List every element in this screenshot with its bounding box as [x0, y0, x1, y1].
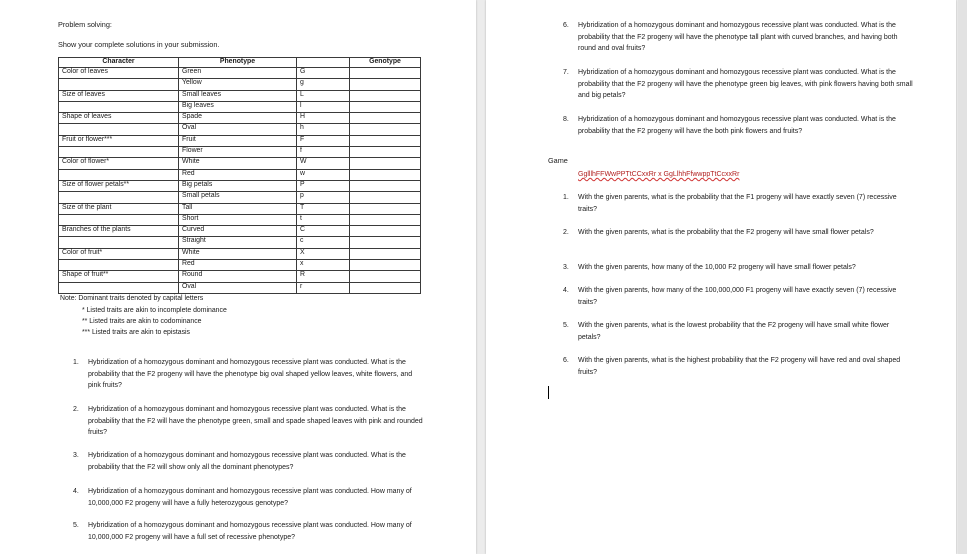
cell-character: Branches of the plants: [59, 226, 179, 237]
cell-character: [59, 101, 179, 112]
cell-phenotype: Green: [179, 68, 297, 79]
cell-character: [59, 147, 179, 158]
cell-blank: [350, 113, 421, 124]
cell-character: Size of leaves: [59, 90, 179, 101]
question-text: With the given parents, how many of the 10,000 F2 progeny will have small flower petals?: [578, 264, 856, 271]
cell-genotype: f: [297, 147, 350, 158]
vertical-scrollbar[interactable]: [958, 0, 967, 554]
cell-genotype: T: [297, 203, 350, 214]
cell-character: Shape of leaves: [59, 113, 179, 124]
cell-character: Size of flower petals**: [59, 180, 179, 191]
cell-blank: [350, 260, 421, 271]
cell-character: [59, 237, 179, 248]
question-text: Hybridization of a homozygous dominant and homozygous recessive plant was conducted. What is the probability that the F2 progeny will have the phenotype tall plant with curved branches, and having both round and oval fruits?: [578, 22, 898, 52]
table-row: [59, 101, 421, 112]
cell-character: [59, 214, 179, 225]
cell-blank: [350, 237, 421, 248]
table-row: [59, 79, 421, 90]
question-number: 6.: [563, 22, 569, 29]
question-number: 8.: [563, 116, 569, 123]
question-text: Hybridization of a homozygous dominant and homozygous recessive plant was conducted. What is the probability that the F2 progeny will have the both pink flowers and fruits?: [578, 116, 896, 135]
question-number: 2.: [73, 406, 79, 413]
cell-blank: [350, 68, 421, 79]
cell-character: Size of the plant: [59, 203, 179, 214]
question-number: 5.: [73, 522, 79, 529]
table-row: [59, 68, 421, 79]
cell-genotype: R: [297, 271, 350, 282]
note-title: Note: Dominant traits denoted by capital letters: [60, 295, 204, 302]
note-item: * Listed traits are akin to incomplete dominance: [82, 307, 227, 314]
cell-genotype: h: [297, 124, 350, 135]
cell-character: Color of flower*: [59, 158, 179, 169]
cell-phenotype: Yellow: [179, 79, 297, 90]
cell-genotype: C: [297, 226, 350, 237]
cell-character: [59, 124, 179, 135]
table-row: [59, 226, 421, 237]
cell-blank: [350, 180, 421, 191]
cell-genotype: X: [297, 248, 350, 259]
question-text: Hybridization of a homozygous dominant and homozygous recessive plant was conducted. What is the probability that the F2 will show only all the dominant phenotypes?: [88, 452, 406, 471]
cell-genotype: L: [297, 90, 350, 101]
cell-blank: [350, 169, 421, 180]
question-number: 1.: [563, 194, 569, 201]
cell-genotype: t: [297, 214, 350, 225]
question-number: 3.: [563, 264, 569, 271]
cell-blank: [350, 135, 421, 146]
cell-genotype: x: [297, 260, 350, 271]
cell-character: Color of fruit*: [59, 248, 179, 259]
cell-phenotype: White: [179, 158, 297, 169]
header-character: Character: [59, 58, 179, 68]
cell-phenotype: Oval: [179, 124, 297, 135]
cell-blank: [350, 282, 421, 293]
table-row: [59, 124, 421, 135]
cell-genotype: w: [297, 169, 350, 180]
cell-character: [59, 169, 179, 180]
question-number: 6.: [563, 357, 569, 364]
cell-blank: [350, 203, 421, 214]
question-text: Hybridization of a homozygous dominant and homozygous recessive plant was conducted. What is the probability that the F2 will have the phenotype green, small and spade shaped leaves with pink and rounded fruits?: [88, 406, 423, 436]
cell-blank: [350, 214, 421, 225]
cell-phenotype: Curved: [179, 226, 297, 237]
cell-phenotype: Red: [179, 260, 297, 271]
traits-table: [58, 57, 421, 294]
cell-character: Color of leaves: [59, 68, 179, 79]
table-row: [59, 260, 421, 271]
cell-phenotype: Red: [179, 169, 297, 180]
cell-character: [59, 79, 179, 90]
note-item: *** Listed traits are akin to epistasis: [82, 329, 191, 336]
cell-blank: [350, 90, 421, 101]
table-row: [59, 203, 421, 214]
question-text: Hybridization of a homozygous dominant and homozygous recessive plant was conducted. How many of 10,000,000 F2 progeny will have a fully heterozygous genotype?: [88, 488, 412, 507]
cell-character: [59, 192, 179, 203]
cell-blank: [350, 124, 421, 135]
cell-genotype: c: [297, 237, 350, 248]
cell-blank: [350, 271, 421, 282]
parental-cross: GglllhFFWwPPTtCCxxRr x GgLlhhFfwwppTtCcxxRr: [578, 171, 740, 178]
document-page-right[interactable]: [486, 0, 956, 554]
table-row: [59, 169, 421, 180]
cell-phenotype: Oval: [179, 282, 297, 293]
cell-phenotype: Round: [179, 271, 297, 282]
cell-genotype: G: [297, 68, 350, 79]
question-number: 7.: [563, 69, 569, 76]
cell-genotype: g: [297, 79, 350, 90]
question-number: 2.: [563, 229, 569, 236]
table-header-row: [59, 58, 421, 68]
cell-phenotype: Big leaves: [179, 101, 297, 112]
instruction-text: Show your complete solutions in your submission.: [58, 40, 220, 49]
cell-character: [59, 282, 179, 293]
question-text: Hybridization of a homozygous dominant and homozygous recessive plant was conducted. What is the probability that the F2 progeny will have the phenotype green big leaves, with pink flowers having both small and big petals?: [578, 69, 913, 99]
table-row: [59, 113, 421, 124]
table-row: [59, 192, 421, 203]
text-cursor: [548, 386, 549, 399]
cell-character: Fruit or flower***: [59, 135, 179, 146]
header-blank: [297, 58, 350, 68]
cell-phenotype: Short: [179, 214, 297, 225]
question-text: Hybridization of a homozygous dominant and homozygous recessive plant was conducted. What is the probability that the F2 progeny will have the phenotype big oval shaped yellow leaves, white flowers, and pink fruits?: [88, 359, 413, 389]
table-row: [59, 237, 421, 248]
question-number: 4.: [563, 287, 569, 294]
game-heading: Game: [548, 156, 568, 165]
cell-character: Shape of fruit**: [59, 271, 179, 282]
cell-genotype: F: [297, 135, 350, 146]
cell-phenotype: Tall: [179, 203, 297, 214]
table-row: [59, 147, 421, 158]
document-page-left[interactable]: [0, 0, 476, 554]
question-text: With the given parents, what is the probability that the F2 progeny will have small flower petals?: [578, 229, 874, 236]
cell-genotype: l: [297, 101, 350, 112]
question-text: Hybridization of a homozygous dominant and homozygous recessive plant was conducted. How many of 10,000,000 F2 progeny will have a full set of recessive phenotype?: [88, 522, 412, 541]
header-genotype: Genotype: [350, 58, 421, 68]
cell-blank: [350, 192, 421, 203]
header-phenotype: Phenotype: [179, 58, 297, 68]
cell-phenotype: Small leaves: [179, 90, 297, 101]
table-row: [59, 271, 421, 282]
question-text: With the given parents, what is the highest probability that the F2 progeny will have red and oval shaped fruits?: [578, 357, 901, 376]
cell-blank: [350, 101, 421, 112]
question-text: With the given parents, what is the lowest probability that the F2 progeny will have small white flower petals?: [578, 322, 890, 341]
table-row: [59, 158, 421, 169]
table-row: [59, 282, 421, 293]
cell-genotype: P: [297, 180, 350, 191]
cell-genotype: r: [297, 282, 350, 293]
question-number: 1.: [73, 359, 79, 366]
cell-blank: [350, 147, 421, 158]
cell-genotype: p: [297, 192, 350, 203]
table-row: [59, 180, 421, 191]
table-row: [59, 214, 421, 225]
cell-phenotype: Small petals: [179, 192, 297, 203]
question-number: 5.: [563, 322, 569, 329]
cell-character: [59, 260, 179, 271]
table-row: [59, 90, 421, 101]
cell-genotype: H: [297, 113, 350, 124]
problem-title: Problem solving:: [58, 20, 112, 29]
cell-blank: [350, 248, 421, 259]
cell-phenotype: Straight: [179, 237, 297, 248]
question-number: 3.: [73, 452, 79, 459]
cell-genotype: W: [297, 158, 350, 169]
cell-blank: [350, 79, 421, 90]
cell-blank: [350, 226, 421, 237]
cell-blank: [350, 158, 421, 169]
cell-phenotype: White: [179, 248, 297, 259]
question-text: With the given parents, how many of the 100,000,000 F1 progeny will have exactly seven (7) recessive traits?: [578, 287, 897, 306]
cell-phenotype: Big petals: [179, 180, 297, 191]
cell-phenotype: Spade: [179, 113, 297, 124]
question-text: With the given parents, what is the probability that the F1 progeny will have exactly seven (7) recessive traits?: [578, 194, 897, 213]
question-number: 4.: [73, 488, 79, 495]
table-row: [59, 248, 421, 259]
note-item: ** Listed traits are akin to codominance: [82, 318, 202, 325]
cell-phenotype: Fruit: [179, 135, 297, 146]
table-row: [59, 135, 421, 146]
cell-phenotype: Flower: [179, 147, 297, 158]
